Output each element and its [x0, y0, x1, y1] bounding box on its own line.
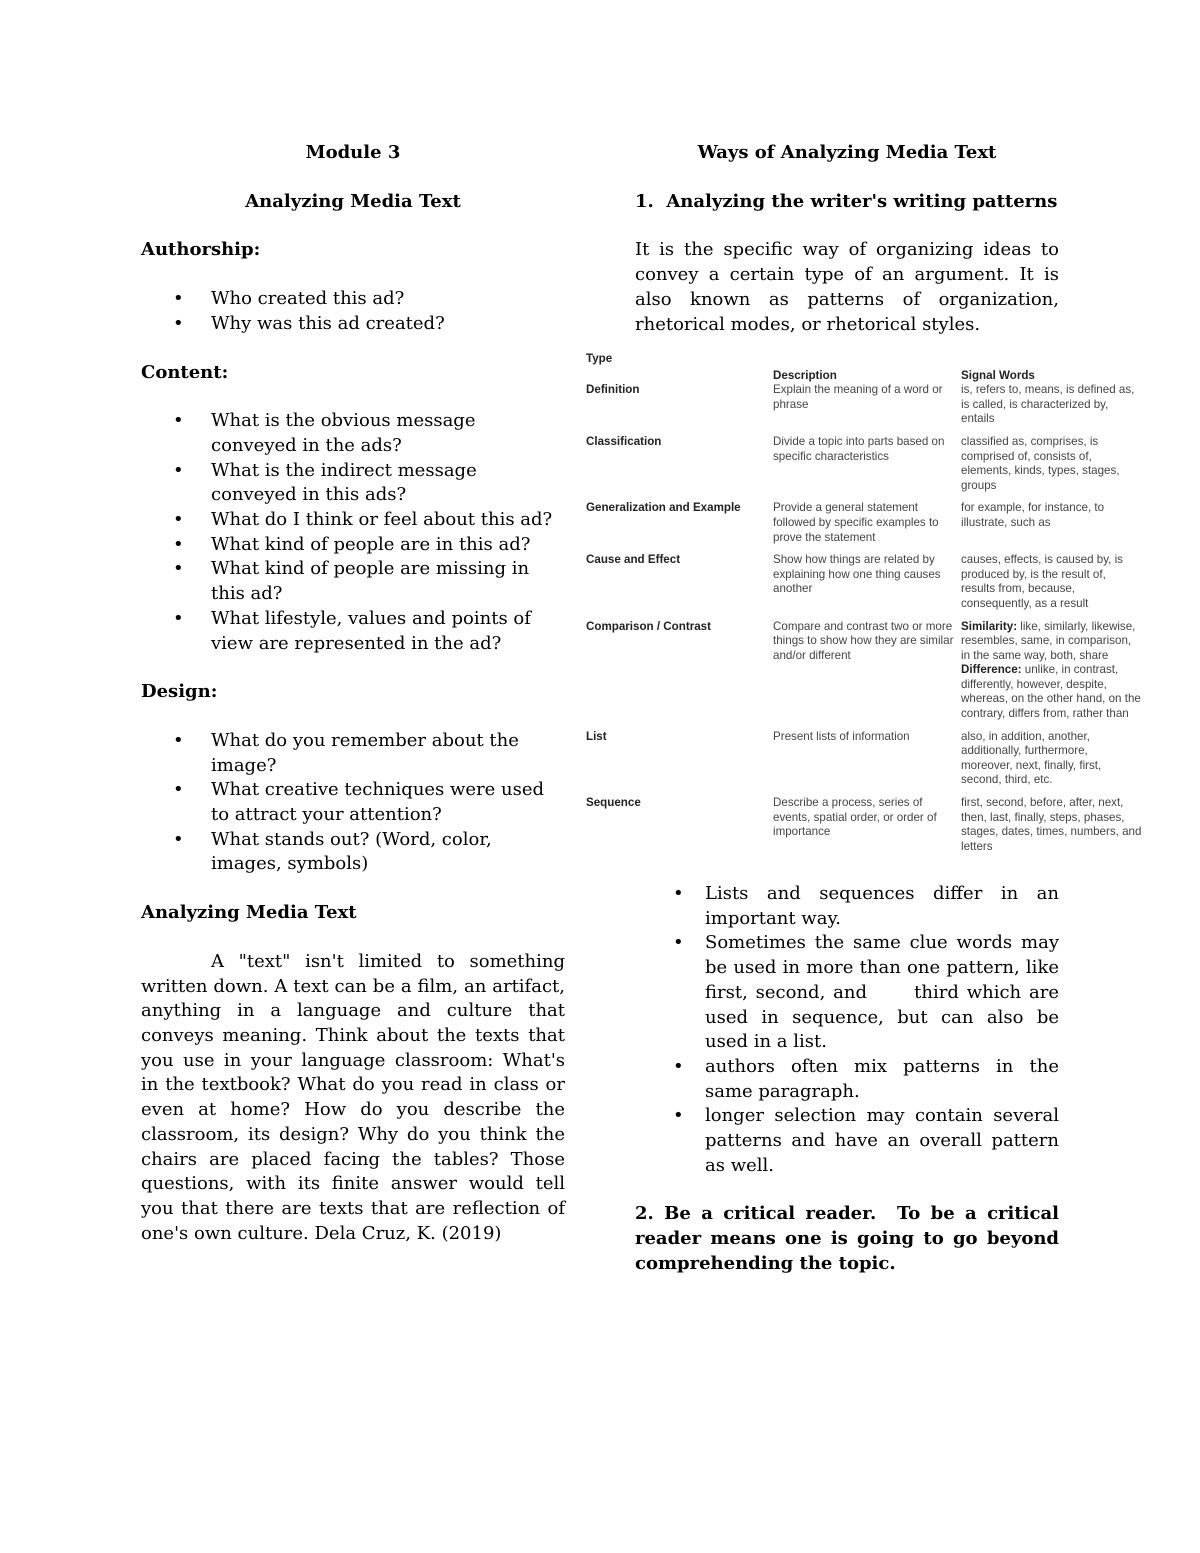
- list-item: • What do I think or feel about this ad?: [141, 508, 565, 533]
- table-row: [586, 620, 1142, 730]
- row-signal-words: also, in addition, another, additionally, furthermore, moreover, next, finally, first, second, third, etc.: [961, 729, 1102, 787]
- left-column: [141, 141, 565, 1246]
- design-list: [141, 729, 565, 877]
- section-1-heading: 1. Analyzing the writer's writing patterns: [635, 190, 1058, 212]
- notes-list: [635, 882, 1065, 1178]
- authorship-heading: Authorship:: [141, 239, 261, 261]
- table-row: [586, 796, 1142, 862]
- row-type: Comparison / Contrast: [586, 619, 711, 633]
- similarity-label: Similarity:: [961, 619, 1018, 633]
- row-description: Compare and contrast two or more things to show how they are similar and/or different: [773, 619, 954, 662]
- list-item: • longer selection may contain several patterns and have an overall pattern as well.: [635, 1104, 1059, 1178]
- right-column-lower: [635, 882, 1066, 1277]
- table-row: [586, 383, 1142, 435]
- list-item: • Why was this ad created?: [141, 312, 565, 337]
- row-signal-words: for example, for instance, to illustrate, such as: [961, 501, 1105, 529]
- column-header-description: Description: [773, 368, 837, 382]
- analyzing-media-text-paragraph: A "text" isn't limited to something written down. A text can be a film, an artifact, anything in a language and culture that conveys meaning. Think about the texts that you use in your language classroom: What's in the textbook? What do you read in class or even at home? How do you describe the classroom, its design? Why do you think the chairs are placed facing the tables? Those questions, with its finite answer would tell you that there are texts that are reflection of one's own culture. Dela Cruz, K. (2019): [141, 950, 565, 1244]
- list-item: • What lifestyle, values and points of view are represented in the ad?: [141, 607, 565, 656]
- similarity-words: like, similarly, likewise, resembles, same, in comparison, in the same way, both, share: [961, 619, 1136, 662]
- row-type: Classification: [586, 434, 662, 448]
- content-heading: Content:: [141, 361, 229, 383]
- ways-title: Ways of Analyzing Media Text: [697, 142, 997, 163]
- table-row: [586, 730, 1142, 796]
- list-item: • What kind of people are missing in this ad?: [141, 557, 565, 606]
- row-description: Divide a topic into parts based on specific characteristics: [773, 434, 945, 463]
- list-item: • What do you remember about the image?: [141, 729, 565, 778]
- row-description: Explain the meaning of a word or phrase: [773, 383, 943, 411]
- row-description: Show how things are related by explaining how one thing causes another: [773, 553, 941, 596]
- row-description: Present lists of information: [773, 729, 910, 743]
- list-item: • authors often mix patterns in the same paragraph.: [635, 1055, 1059, 1104]
- row-type: Cause and Effect: [586, 553, 681, 567]
- right-column: [635, 141, 1059, 337]
- analyzing-media-text-heading: Analyzing Media Text: [141, 902, 357, 924]
- section-1-paragraph: It is the specific way of organizing ideas to convey a certain type of an argument. It is also known as patterns of organization, rhetorical modes, or rhetorical styles.: [635, 239, 1059, 335]
- list-item: • What creative techniques were used to attract your attention?: [141, 778, 565, 827]
- row-signal-words: is, refers to, means, is defined as, is called, is characterized by, entails: [961, 383, 1135, 426]
- row-description: Provide a general statement followed by specific examples to prove the statement: [773, 501, 939, 544]
- row-signal-words: classified as, comprises, is comprised of, consists of, elements, kinds, types, stages, groups: [961, 434, 1120, 492]
- row-type: List: [586, 729, 607, 743]
- list-item: • What stands out? (Word, color, images, symbols): [141, 828, 565, 877]
- content-list: [141, 409, 565, 656]
- table-type-header: Type: [586, 352, 613, 365]
- row-type: Sequence: [586, 796, 641, 810]
- patterns-table-grid: [586, 369, 1142, 863]
- design-heading: Design:: [141, 681, 218, 703]
- module-title: Module 3: [305, 142, 401, 163]
- row-signal-words: [961, 620, 1142, 730]
- list-item: • Lists and sequences differ in an important way.: [635, 882, 1059, 931]
- table-row: [586, 553, 1142, 619]
- table-row: [586, 501, 1142, 553]
- row-type: Definition: [586, 383, 640, 397]
- page-title: Analyzing Media Text: [245, 190, 461, 212]
- list-item: • What is the indirect message conveyed in this ads?: [141, 459, 565, 508]
- table-header-row: [586, 369, 1142, 384]
- difference-words: unlike, in contrast, differently, however, despite, whereas, on the other hand, on the contrary, differs from, rather than: [961, 663, 1141, 721]
- row-signal-words: causes, effects, is caused by, is produced by, is the result of, results from, because, consequently, as a result: [961, 553, 1123, 610]
- list-item: • Who created this ad?: [141, 287, 565, 312]
- row-signal-words: first, second, before, after, next, then, last, finally, steps, phases, stages, dates, times, numbers, and letters: [961, 796, 1142, 853]
- authorship-list: [141, 287, 565, 336]
- column-header-signal-words: Signal Words: [961, 368, 1035, 382]
- list-item: • What is the obvious message conveyed in the ads?: [141, 409, 565, 458]
- list-item: • Sometimes the same clue words may be used in more than one pattern, like first, second, and third which are used in sequence, but can also be used in a list.: [635, 931, 1059, 1055]
- row-description: Describe a process, series of events, spatial order, or order of importance: [773, 796, 937, 839]
- list-item: • What kind of people are in this ad?: [141, 533, 565, 558]
- section-2-paragraph: 2. Be a critical reader. To be a critical reader means one is going to go beyond comprehending the topic.: [635, 1203, 1066, 1274]
- table-row: [586, 435, 1142, 501]
- row-type: Generalization and Example: [586, 501, 741, 515]
- difference-label: Difference:: [961, 663, 1022, 677]
- patterns-table: [586, 352, 1142, 862]
